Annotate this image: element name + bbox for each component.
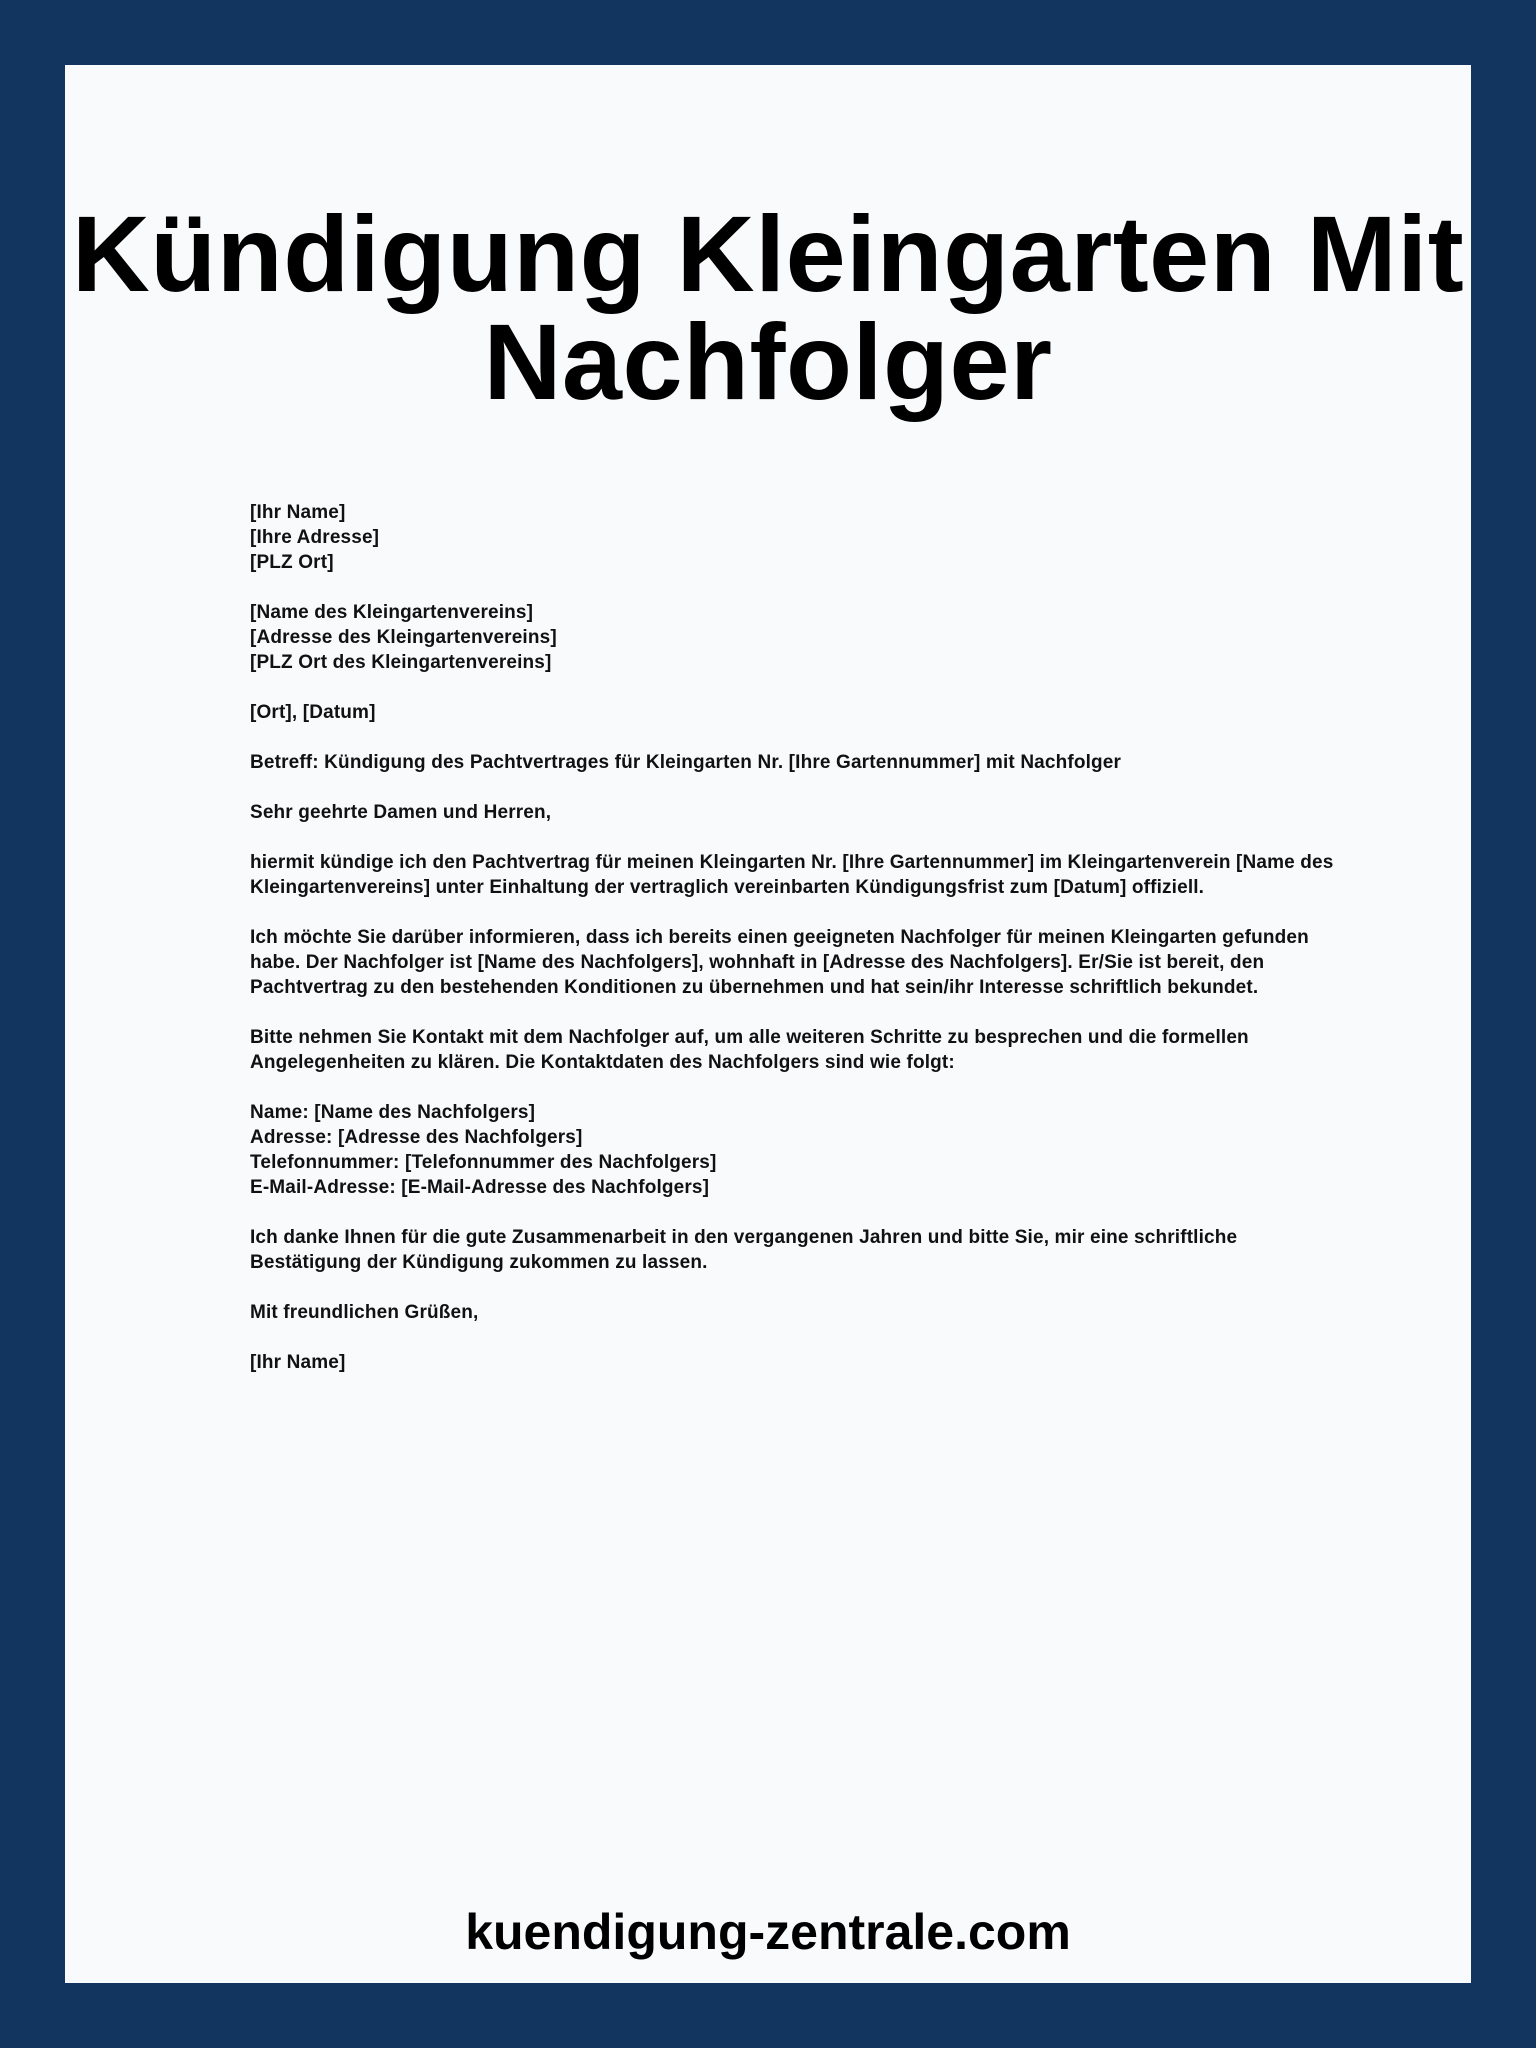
sender-city: [PLZ Ort] [250, 552, 334, 573]
paragraph-termination: hiermit kündige ich den Pachtvertrag für meinen Kleingarten Nr. [Ihre Gartennummer] im Kleingartenverein [Name des Kleingartenvereins] unter Einhaltung der vertraglich vereinbarten Kündigungsfrist zum [Datum] offiziell. [250, 852, 1334, 898]
recipient-block [250, 600, 1350, 675]
sender-block [250, 500, 1350, 575]
contact-phone: Telefonnummer: [Telefonnummer des Nachfolgers] [250, 1152, 717, 1173]
subject-line: Betreff: Kündigung des Pachtvertrages für Kleingarten Nr. [Ihre Gartennummer] mit Nachfolger [250, 752, 1122, 773]
contact-block [250, 1100, 1350, 1200]
contact-email: E-Mail-Adresse: [E-Mail-Adresse des Nachfolgers] [250, 1177, 710, 1198]
document-page [65, 65, 1471, 1983]
recipient-name: [Name des Kleingartenvereins] [250, 602, 534, 623]
contact-name: Name: [Name des Nachfolgers] [250, 1102, 536, 1123]
place-date: [Ort], [Datum] [250, 702, 376, 723]
sender-address: [Ihre Adresse] [250, 527, 380, 548]
paragraph-contact-request: Bitte nehmen Sie Kontakt mit dem Nachfolger auf, um alle weiteren Schritte zu besprechen und die formellen Angelegenheiten zu klären. Die Kontaktdaten des Nachfolgers sind wie folgt: [250, 1027, 1249, 1073]
contact-address: Adresse: [Adresse des Nachfolgers] [250, 1127, 583, 1148]
letter-body [250, 500, 1350, 1375]
page-title [65, 193, 1471, 422]
title-line-2: Nachfolger [483, 301, 1053, 422]
paragraph-successor: Ich möchte Sie darüber informieren, dass ich bereits einen geeigneten Nachfolger für meinen Kleingarten gefunden habe. Der Nachfolger ist [Name des Nachfolgers], wohnhaft in [Adresse des Nachfolgers]. Er/Sie ist bereit, den Pachtvertrag zu den bestehenden Konditionen zu übernehmen und hat sein/ihr Interesse schriftlich bekundet. [250, 927, 1309, 998]
signature: [Ihr Name] [250, 1352, 346, 1373]
sender-name: [Ihr Name] [250, 502, 346, 523]
footer-website: kuendigung-zentrale.com [465, 1904, 1071, 1960]
recipient-city: [PLZ Ort des Kleingartenvereins] [250, 652, 552, 673]
salutation: Sehr geehrte Damen und Herren, [250, 802, 552, 823]
recipient-address: [Adresse des Kleingartenvereins] [250, 627, 557, 648]
closing: Mit freundlichen Grüßen, [250, 1302, 479, 1323]
title-line-1: Kündigung Kleingarten Mit [71, 193, 1465, 314]
paragraph-thanks: Ich danke Ihnen für die gute Zusammenarbeit in den vergangenen Jahren und bitte Sie, mir eine schriftliche Bestätigung der Kündigung zukommen zu lassen. [250, 1227, 1238, 1273]
